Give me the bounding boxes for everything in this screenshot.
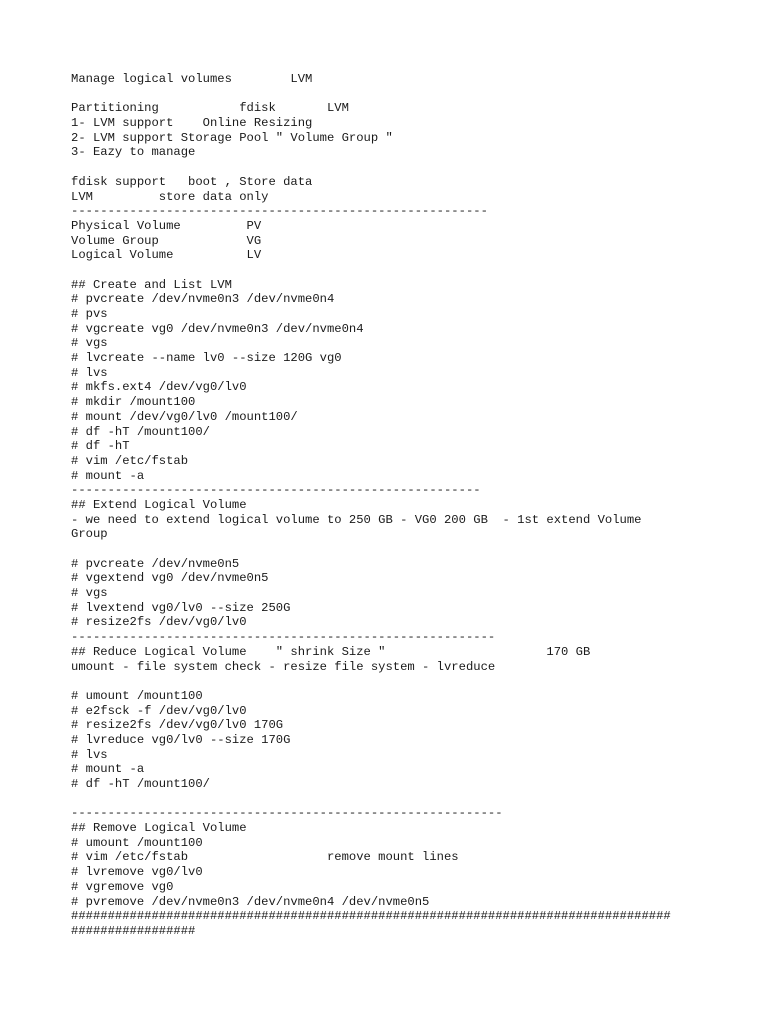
text-line: # vgextend vg0 /dev/nvme0n5 — [71, 571, 269, 586]
text-line: # mount -a — [71, 762, 145, 777]
document-text — [71, 72, 751, 939]
text-line — [71, 542, 751, 557]
text-line: # lvreduce vg0/lv0 --size 170G — [71, 732, 291, 747]
text-line: # lvcreate --name lv0 --size 120G vg0 — [71, 351, 342, 366]
text-line: # resize2fs /dev/vg0/lv0 170G — [71, 718, 284, 733]
text-line: # lvs — [71, 747, 108, 762]
text-line: fdisk support boot , Store data — [71, 174, 313, 189]
text-line: # mkfs.ext4 /dev/vg0/lv0 — [71, 380, 247, 395]
text-line: ################# — [71, 923, 196, 938]
text-line: # df -hT — [71, 439, 130, 454]
text-line — [71, 263, 751, 278]
text-line: # umount /mount100 — [71, 688, 203, 703]
text-line: Manage logical volumes LVM — [71, 72, 313, 86]
text-line: # pvremove /dev/nvme0n3 /dev/nvme0n4 /dev/nvme0n5 — [71, 894, 430, 909]
text-line — [71, 674, 751, 689]
text-line: # mount -a — [71, 468, 145, 483]
text-line: # lvremove vg0/lv0 — [71, 865, 203, 880]
text-line: -------------------------------------------------------- — [71, 483, 481, 498]
text-line: # vgs — [71, 586, 108, 601]
text-line: Partitioning fdisk LVM — [71, 101, 349, 116]
text-line: ################################################################################## — [71, 909, 671, 924]
text-line: # umount /mount100 — [71, 835, 203, 850]
text-line: umount - file system check - resize file system - lvreduce — [71, 659, 496, 674]
text-line: # vgs — [71, 336, 108, 351]
text-line: - we need to extend logical volume to 250 GB - VG0 200 GB - 1st extend Volume — [71, 512, 642, 527]
text-line: ## Create and List LVM — [71, 277, 232, 292]
text-line: # vgremove vg0 — [71, 879, 174, 894]
text-line: --------------------------------------------------------- — [71, 204, 488, 219]
text-line: # pvcreate /dev/nvme0n5 — [71, 556, 240, 571]
text-line: 1- LVM support Online Resizing — [71, 116, 313, 131]
text-line: Group — [71, 527, 108, 542]
text-line — [71, 160, 751, 175]
text-line — [71, 87, 751, 102]
document-page — [71, 72, 751, 939]
text-line: 3- Eazy to manage — [71, 145, 196, 160]
text-line: # vgcreate vg0 /dev/nvme0n3 /dev/nvme0n4 — [71, 321, 364, 336]
text-line — [71, 792, 751, 807]
text-line: # vim /etc/fstab — [71, 453, 189, 468]
text-line: ## Remove Logical Volume — [71, 821, 247, 836]
text-line: # mount /dev/vg0/lv0 /mount100/ — [71, 409, 298, 424]
text-line: ## Reduce Logical Volume " shrink Size " 170 GB — [71, 644, 591, 659]
text-line: # lvs — [71, 365, 108, 380]
text-line: # pvcreate /dev/nvme0n3 /dev/nvme0n4 — [71, 292, 335, 307]
text-line: # df -hT /mount100/ — [71, 424, 210, 439]
text-line: # pvs — [71, 307, 108, 321]
text-line: 2- LVM support Storage Pool " Volume Group " — [71, 130, 393, 145]
text-line: ---------------------------------------------------------- — [71, 630, 496, 645]
text-line: ## Extend Logical Volume — [71, 497, 247, 512]
text-line: # vim /etc/fstab remove mount lines — [71, 850, 459, 865]
text-line: # e2fsck -f /dev/vg0/lv0 — [71, 703, 247, 718]
text-line: # mkdir /mount100 — [71, 395, 196, 410]
text-line: Logical Volume LV — [71, 248, 262, 263]
text-line: ----------------------------------------------------------- — [71, 806, 503, 821]
text-line: LVM store data only — [71, 189, 269, 204]
text-line: # lvextend vg0/lv0 --size 250G — [71, 600, 291, 615]
text-line: Volume Group VG — [71, 233, 262, 248]
text-line: # df -hT /mount100/ — [71, 777, 210, 791]
text-line: Physical Volume PV — [71, 218, 262, 233]
text-line: # resize2fs /dev/vg0/lv0 — [71, 615, 247, 630]
